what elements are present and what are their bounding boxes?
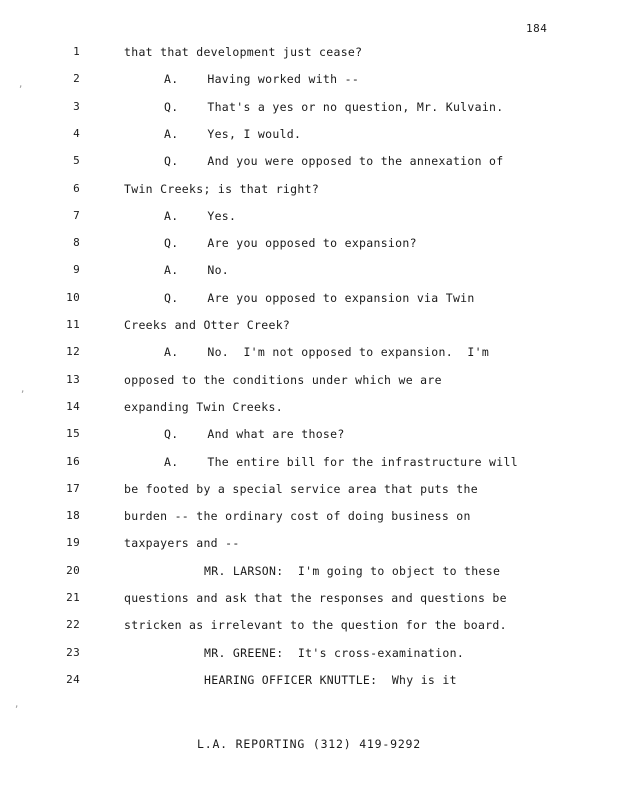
transcript-line — [0, 127, 618, 147]
line-text: MR. GREENE: It's cross-examination. — [204, 645, 465, 660]
line-text: Twin Creeks; is that right? — [124, 181, 320, 196]
line-text: that that development just cease? — [124, 45, 363, 59]
line-text: A. The entire bill for the infrastructure will — [164, 454, 518, 469]
line-text: expanding Twin Creeks. — [124, 399, 283, 414]
line-number: 9 — [73, 263, 80, 277]
line-number: 24 — [66, 672, 80, 686]
line-number: 4 — [73, 126, 80, 140]
transcript-line — [0, 373, 618, 393]
line-number: 12 — [66, 345, 80, 359]
line-number: 3 — [73, 99, 80, 113]
transcript-line — [0, 291, 618, 311]
line-text: A. No. — [164, 263, 230, 278]
transcript-line — [0, 482, 618, 502]
line-number: 8 — [73, 236, 80, 250]
transcript-line — [0, 646, 618, 666]
line-number: 5 — [73, 154, 80, 168]
transcript-line — [0, 154, 618, 174]
transcript-line — [0, 400, 618, 420]
line-text: MR. LARSON: I'm going to object to these — [204, 563, 501, 578]
line-number: 14 — [66, 399, 80, 413]
speck-mark: , — [20, 385, 26, 395]
reporter-footer: L.A. REPORTING (312) 419-9292 — [197, 737, 421, 751]
speck-mark: , — [18, 80, 24, 90]
line-text: questions and ask that the responses and questions be — [124, 591, 507, 605]
line-text: Q. That's a yes or no question, Mr. Kulvain. — [164, 99, 504, 114]
transcript-line — [0, 263, 618, 283]
line-text: Q. Are you opposed to expansion? — [164, 236, 417, 251]
line-number: 7 — [73, 208, 80, 222]
line-text: HEARING OFFICER KNUTTLE: Why is it — [204, 672, 457, 687]
line-number: 21 — [66, 591, 80, 604]
transcript-line — [0, 536, 618, 556]
page-number: 184 — [526, 22, 548, 35]
transcript-line — [0, 618, 618, 638]
transcript-line — [0, 318, 618, 338]
line-number: 10 — [66, 290, 80, 304]
transcript-line — [0, 72, 618, 92]
line-number: 1 — [73, 45, 80, 58]
transcript-line — [0, 455, 618, 475]
line-number: 19 — [66, 536, 80, 550]
line-number: 6 — [73, 181, 80, 195]
line-number: 13 — [66, 372, 80, 386]
line-number: 23 — [66, 645, 80, 659]
transcript-line — [0, 427, 618, 447]
line-number: 15 — [66, 427, 80, 441]
transcript-line — [0, 564, 618, 584]
line-text: A. No. I'm not opposed to expansion. I'm — [164, 345, 490, 360]
speck-mark: , — [14, 700, 20, 710]
line-number: 2 — [73, 72, 80, 86]
transcript-line — [0, 100, 618, 120]
line-number: 20 — [66, 563, 80, 577]
line-text: be footed by a special service area that puts the — [124, 481, 478, 496]
line-number: 16 — [66, 454, 80, 468]
line-text: Q. And what are those? — [164, 427, 345, 442]
line-text: taxpayers and -- — [124, 536, 240, 551]
transcript-line — [0, 236, 618, 256]
line-text: stricken as irrelevant to the question for the board. — [124, 618, 507, 633]
line-text: Q. And you were opposed to the annexation of — [164, 154, 504, 169]
line-number: 22 — [66, 618, 80, 632]
line-number: 18 — [66, 509, 80, 523]
transcript-line — [0, 673, 618, 693]
line-text: burden -- the ordinary cost of doing business on — [124, 509, 471, 524]
line-text: A. Yes. — [164, 208, 237, 223]
line-text: A. Having worked with -- — [164, 72, 360, 87]
transcript-line — [0, 209, 618, 229]
transcript-line — [0, 591, 618, 611]
transcript-line — [0, 345, 618, 365]
line-text: Q. Are you opposed to expansion via Twin — [164, 290, 475, 305]
line-text: A. Yes, I would. — [164, 126, 302, 141]
line-number: 11 — [66, 318, 80, 331]
line-text: Creeks and Otter Creek? — [124, 318, 291, 332]
transcript-line — [0, 45, 618, 65]
transcript-line — [0, 509, 618, 529]
line-number: 17 — [66, 481, 80, 495]
transcript-line — [0, 182, 618, 202]
line-text: opposed to the conditions under which we are — [124, 372, 442, 387]
